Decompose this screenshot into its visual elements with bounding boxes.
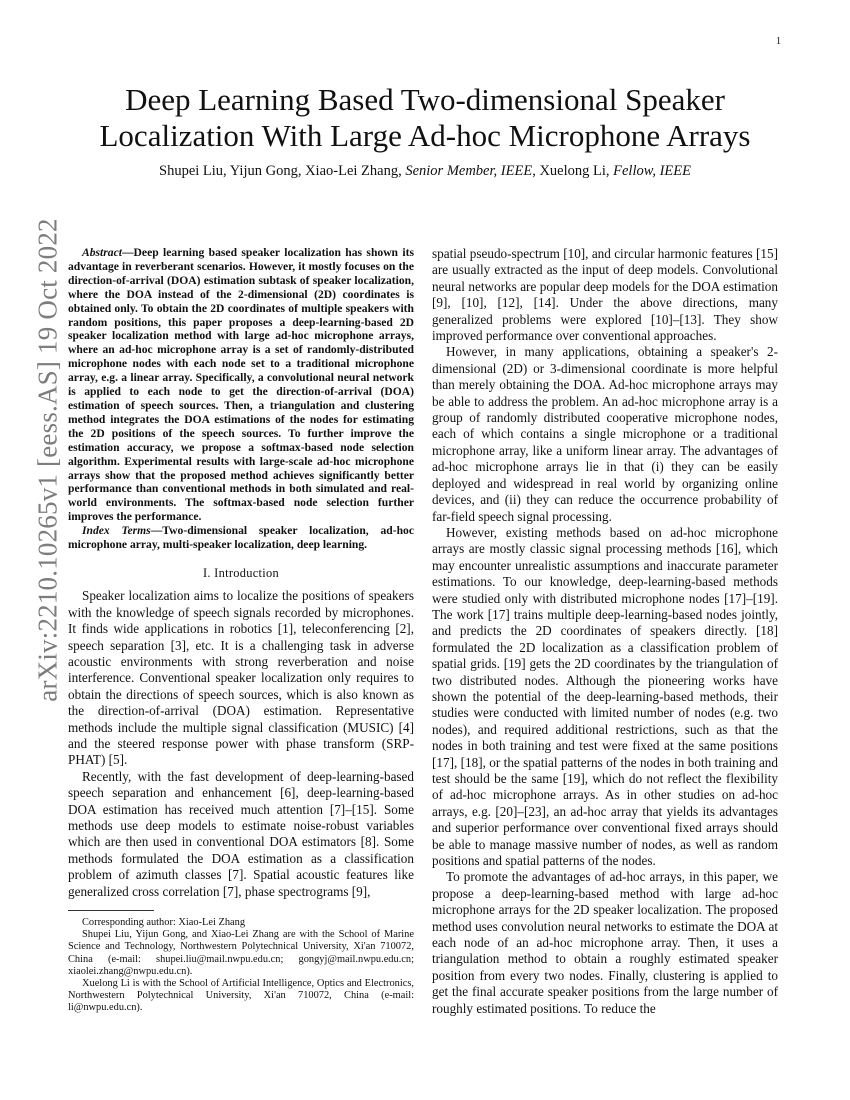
paper-title (60, 82, 790, 154)
body-paragraph: Recently, with the fast development of deep-learning-based speech separation and enhancement [6], deep-learning-based DOA estimation has received much attention [7]–[15]. Some methods use deep models to estimate noise-robust variables which are then used in conventional DOA estimators [8]. Some methods formulated the DOA estimation as a classification problem of azimuth classes [7]. Spatial acoustic features like generalized cross correlation [7], phase spectrograms [9], (68, 768, 414, 899)
footnote-corresponding-author: Corresponding author: Xiao-Lei Zhang (82, 917, 246, 929)
author-role-senior-member: Senior Member, IEEE (405, 163, 533, 179)
footnote-affiliation-2: Xuelong Li is with the School of Artificial Intelligence, Optics and Electronics, Northwestern Polytechnical University, Xi'an 710072, China (e-mail: li@nwpu.edu.cn). (68, 978, 414, 1014)
author-role-fellow: Fellow, IEEE (613, 163, 691, 179)
author-list (60, 163, 790, 180)
arxiv-identifier-stamp[interactable]: arXiv:2210.10265v1 [eess.AS] 19 Oct 2022 (32, 218, 63, 702)
body-paragraph: Speaker localization aims to localize the positions of speakers with the knowledge of speech signals recorded by microphones. It finds wide applications in robotics [1], teleconferencing [2], speech separation [3], etc. It is a challenging task in adverse acoustic environments with strong reverberation and noise interference. Conventional speaker localization only requires to obtain the directions of speech sources, which is also known as the direction-of-arrival (DOA) estimation. Representative methods include the multiple signal classification (MUSIC) [4] and the steered response power with phase transform (SRP-PHAT) [5]. (68, 588, 414, 768)
authors-text-1: Shupei Liu, Yijun Gong, Xiao-Lei Zhang, (159, 163, 406, 179)
abstract-text: —Deep learning based speaker localization has shown its advantage in reverberant scenarios. However, it mostly focuses on the direction-of-arrival (DOA) estimation subtask of speaker localization, where the DOA instead of the 2-dimensional (2D) coordinates is obtained only. To obtain the 2D coordinates of multiple speakers with random positions, this paper proposes a deep-learning-based 2D speaker localization method with large ad-hoc microphone arrays, where an ad-hoc microphone array is a set of randomly-distributed microphone nodes with each node set to a traditional microphone array, e.g. a linear array. Specifically, a convolutional neural network is applied to each node to get the direction-of-arrival (DOA) estimation of speech sources. Then, a triangulation and clustering method integrates the DOA estimations of the nodes for estimating the 2D positions of the speech sources. To further improve the estimation accuracy, we propose a softmax-based node selection algorithm. Experimental results with large-scale ad-hoc microphone arrays show that the proposed method achieves significantly better performance than conventional methods in both simulated and real-world environments. The softmax-based node selection further improves the performance. (68, 246, 414, 524)
paper-title-line-2: Localization With Large Ad-hoc Microphone Arrays (99, 118, 751, 153)
body-paragraph: However, existing methods based on ad-hoc microphone arrays are mostly classic signal processing methods [16], which may encounter unrealistic assumptions and inaccurate parameter estimations. To our knowledge, deep-learning-based methods were studied only with distributed microphone nodes [17]–[19]. The work [17] trains multiple deep-learning-based nodes jointly, and predicts the 2D coordinates of speakers directly. [18] formulated the 2D localization as a classification problem of spatial grids. [19] gets the 2D coordinates by the triangulation of two distributed nodes. Although the pioneering works have shown the potential of the deep-learning-based methods, their studies were conducted with limited number of nodes (e.g. two nodes), and required additional restrictions, such as that the nodes in both training and test were fixed at the same positions [17], [18], or the spatial patterns of the nodes in both training and test should be the same [19], which do not reflect the flexibility of ad-hoc microphone arrays. As in other studies on ad-hoc arrays, e.g. [20]–[23], an ad-hoc array that yields its advantages and superior performance over conventional fixed arrays should be able to manage massive number of nodes, as well as random positions and spatial patterns of the nodes. (432, 524, 778, 869)
right-column (432, 246, 778, 1017)
page-number: 1 (776, 36, 781, 47)
left-column (68, 246, 414, 1015)
paper-title-line-1: Deep Learning Based Two-dimensional Speaker (125, 82, 725, 117)
body-paragraph: spatial pseudo-spectrum [10], and circular harmonic features [15] are usually extracted as the input of deep models. Convolutional neural networks are popular deep models for the DOA estimation [9], [10], [12], [14]. Under the above directions, many generalized problems were explored [10]–[13]. They show improved performance over conventional approaches. (432, 246, 778, 344)
abstract-label: Abstract (82, 246, 122, 259)
authors-text-2: , Xuelong Li, (532, 163, 614, 179)
index-terms (68, 524, 414, 552)
footnote-divider (68, 910, 154, 911)
abstract (68, 246, 414, 524)
body-paragraph: However, in many applications, obtaining a speaker's 2-dimensional (2D) or 3-dimensional coordinate is more helpful than merely obtaining the DOA. Ad-hoc microphone arrays may be able to address the problem. An ad-hoc microphone array is a group of randomly distributed cooperative microphone nodes, each of which contains a single microphone or a traditional microphone array, like a uniform linear array. The advantages of ad-hoc microphone arrays lie in that (i) they can be easily deployed and widespread in real world by organizing online devices, and (ii) they can reduce the occurrence probability of far-field speech signal processing. (432, 344, 778, 524)
section-heading-introduction: I. Introduction (202, 565, 280, 580)
index-terms-label: Index Terms (82, 524, 151, 538)
body-paragraph: To promote the advantages of ad-hoc arrays, in this paper, we propose a deep-learning-based method with large ad-hoc microphone arrays for the 2D speaker localization. The proposed method uses convolution neural networks to estimate the DOA at each node of an ad-hoc microphone array. Then, it uses a triangulation method to obtain a roughly estimated speaker position from every two nodes. Finally, clustering is applied to get the final accurate speaker positions from the large number of roughly estimated positions. To reduce the (432, 869, 778, 1016)
index-terms-text: —Two-dimensional speaker localization, ad-hoc microphone array, multi-speaker localization, deep learning. (68, 524, 414, 552)
footnote-affiliation-1: Shupei Liu, Yijun Gong, and Xiao-Lei Zhang are with the School of Marine Science and Technology, Northwestern Polytechnical University, Xi'an 710072, China (e-mail: shupei.liu@mail.nwpu.edu.cn; gongyj@mail.nwpu.edu.cn; xiaolei.zhang@nwpu.edu.cn). (68, 929, 414, 977)
